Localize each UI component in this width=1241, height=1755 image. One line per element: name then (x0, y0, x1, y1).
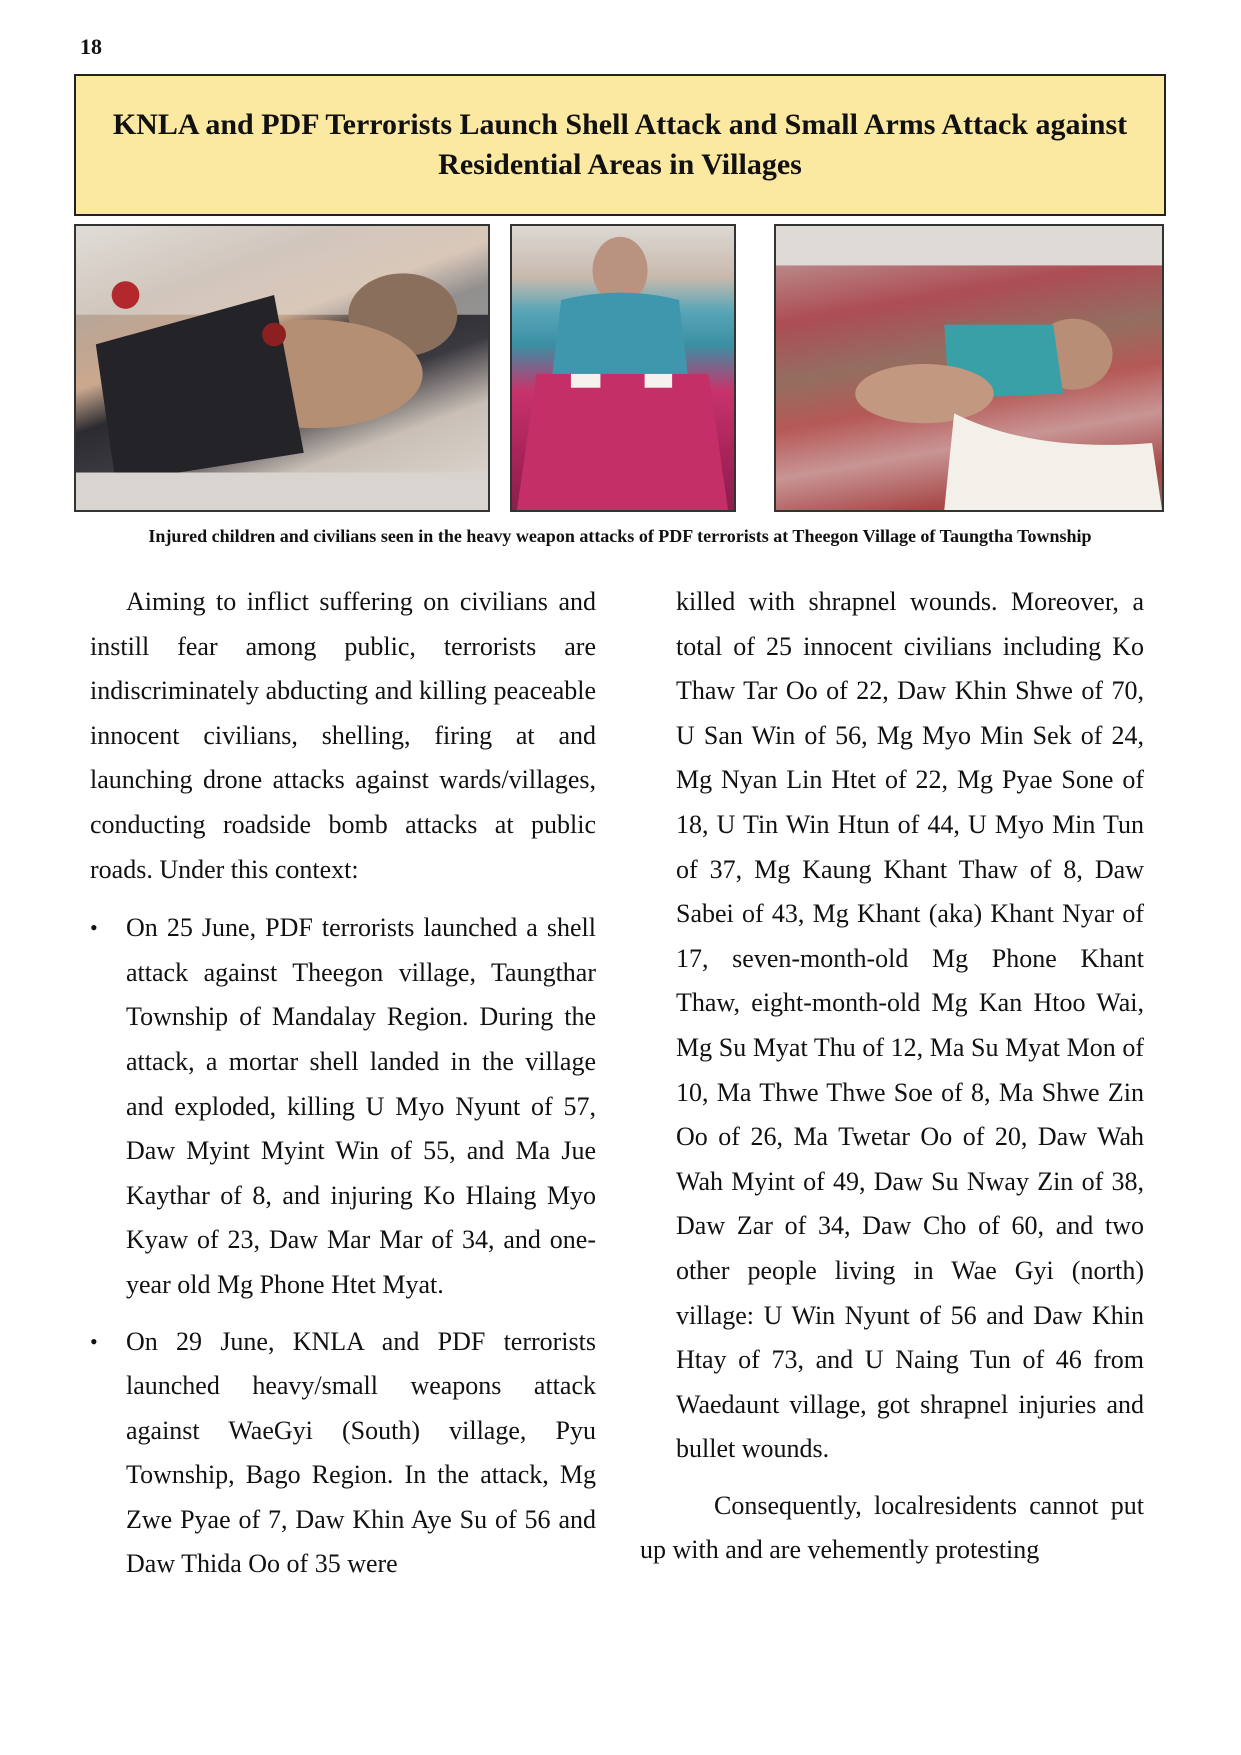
closing-paragraph: Consequently, localresidents cannot put up with and are vehemently protesting (640, 1490, 1144, 1565)
continuation-paragraph: killed with shrapnel wounds. Moreover, a total of 25 innocent civilians including Ko Thaw Tar Oo of 22, Daw Khin Shwe of 70, U San Win of 56, Mg Myo Min Sek of 24, Mg Nyan Lin Htet of 22, Mg Pyae Sone of 18, U Tin Win Htun of 44, U Myo Min Tun of 37, Mg Kaung Khant Thaw of 8, Daw Sabei of 43, Mg Khant (aka) Khant Nyar of 17, seven-month-old Mg Phone Khant Thaw, eight-month-old Mg Kan Htoo Wai, Mg Su Myat Thu of 12, Ma Su Myat Mon of 10, Ma Thwe Thwe Soe of 8, Ma Shwe Zin Oo of 26, Ma Twetar Oo of 20, Daw Wah Wah Myint of 49, Daw Su Nway Zin of 38, Daw Zar of 34, Daw Cho of 60, and two other people living in Wae Gyi (north) village: U Win Nyunt of 56 and Daw Khin Htay of 73, and U Naing Tun of 46 from Waedaunt village, got shrapnel injuries and bullet wounds. (676, 587, 1144, 1464)
right-column (640, 580, 1144, 1573)
photo-injured-man (74, 224, 490, 512)
page-number: 18 (80, 34, 102, 59)
article-title-box (74, 74, 1166, 216)
list-item (90, 906, 596, 1307)
incident-text: On 29 June, KNLA and PDF terrorists launched heavy/small weapons attack against WaeGyi (South) village, Pyu Township, Bago Region. In the attack, Mg Zwe Pyae of 7, Daw Khin Aye Su of 56 and Daw Thida Oo of 35 were (126, 1326, 596, 1579)
intro-paragraph: Aiming to inflict suffering on civilians and instill fear among public, terrorists are indiscriminately abducting and killing peaceable innocent civilians, shelling, firing at and launching drone attacks against wards/villages, conducting roadside bomb attacks at public roads. Under this context: (90, 587, 596, 884)
photo-injured-woman-icon (512, 226, 734, 510)
photo-injured-child (774, 224, 1164, 512)
bullet-icon: • (90, 915, 98, 941)
left-column (90, 580, 596, 1599)
list-item (90, 1320, 596, 1588)
photo-caption: Injured children and civilians seen in the heavy weapon attacks of PDF terrorists at Theegon Village of Taungtha Township (148, 526, 1092, 546)
photo-injured-man-icon (76, 226, 488, 510)
article-title: KNLA and PDF Terrorists Launch Shell Attack and Small Arms Attack against Residential Areas in Villages (112, 108, 1128, 181)
photo-injured-child-icon (776, 226, 1162, 510)
photo-injured-woman (510, 224, 736, 512)
incident-list (90, 906, 596, 1587)
bullet-icon: • (90, 1328, 98, 1354)
incident-text: On 25 June, PDF terrorists launched a shell attack against Theegon village, Taungthar Township of Mandalay Region. During the attack, a mortar shell landed in the village and exploded, killing U Myo Nyunt of 57, Daw Myint Myint Win of 55, and Ma Jue Kaythar of 8, and injuring Ko Hlaing Myo Kyaw of 23, Daw Mar Mar of 34, and one-year old Mg Phone Htet Myat. (126, 913, 596, 1299)
